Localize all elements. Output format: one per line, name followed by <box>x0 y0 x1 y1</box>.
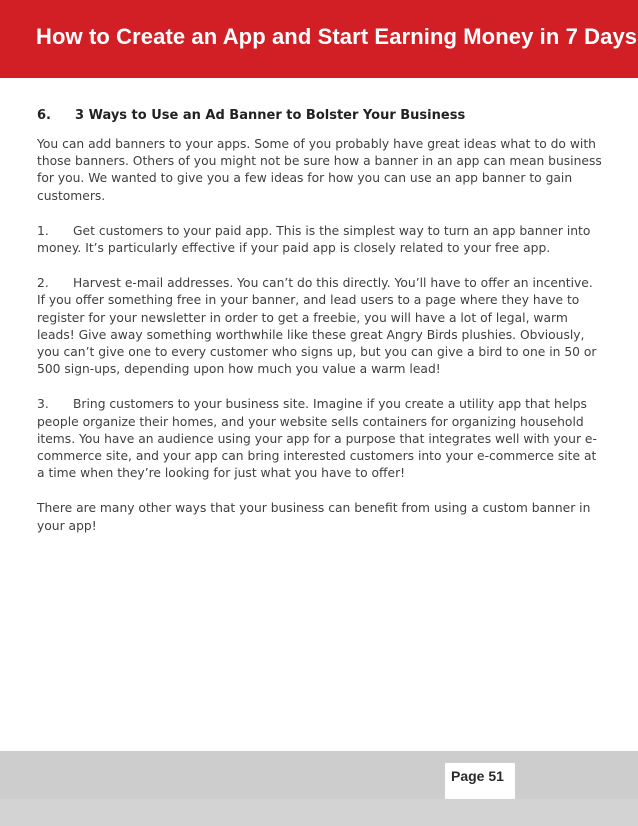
footer-band <box>0 751 638 799</box>
document-title: How to Create an App and Start Earning Money in 7 Days <box>36 24 638 49</box>
closing-paragraph: There are many other ways that your business can benefit from using a custom banner in your app! <box>37 501 591 533</box>
list-item-number: 1. <box>37 223 49 238</box>
page-content <box>37 108 603 553</box>
list-item-3 <box>37 396 603 482</box>
list-item-1 <box>37 223 603 257</box>
page-header-banner <box>0 0 638 78</box>
list-item-number: 3. <box>37 397 49 412</box>
list-item-number: 2. <box>37 276 49 291</box>
page-footer <box>0 751 638 826</box>
section-title: 3 Ways to Use an Ad Banner to Bolster Your Business <box>75 108 466 123</box>
list-item-text: Bring customers to your business site. Imagine if you create a utility app that helps people organize their homes, and your website sells containers for organizing household items. You have an audience using your app for a purpose that integrates well with your e-commerce site, and your app can bring interested customers into your e-commerce site at a time when they’re looking for just what you have to offer! <box>37 397 597 481</box>
list-item-2 <box>37 275 603 378</box>
section-heading <box>37 108 603 123</box>
page-number: Page 51 <box>451 768 504 784</box>
section-number: 6. <box>37 108 51 123</box>
intro-paragraph: You can add banners to your apps. Some of you probably have great ideas what to do with those banners. Others of you might not be sure how a banner in an app can mean business for you. We wanted to give you a few ideas for how you can use an app banner to gain customers. <box>37 137 602 203</box>
list-item-text: Harvest e-mail addresses. You can’t do this directly. You’ll have to offer an incentive. If you offer something free in your banner, and lead users to a page where they have to register for your newsletter in order to get a freebie, you will have a lot of legal, warm leads! Give away something worthwhile like these great Angry Birds plushies. Obviously, you can’t give one to every customer who signs up, but you can give a bird to one in 50 or 500 sign-ups, depending upon how much you value a warm lead! <box>37 276 597 377</box>
list-item-text: Get customers to your paid app. This is the simplest way to turn an app banner into money. It’s particularly effective if your paid app is closely related to your free app. <box>37 223 591 256</box>
